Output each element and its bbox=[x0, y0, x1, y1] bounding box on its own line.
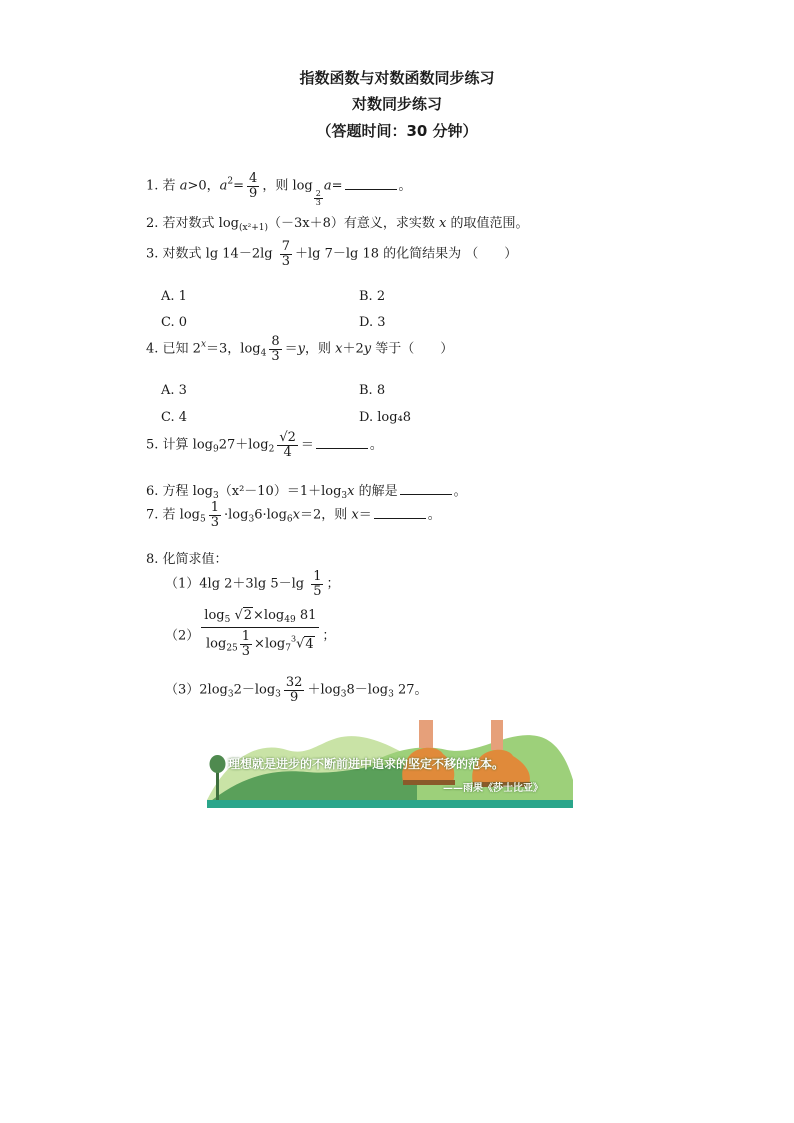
banner-quote: 理想就是进步的不断前进中追求的坚定不移的范本。 bbox=[228, 757, 505, 771]
question-3: 3. 对数式 lg 14－2lg $\frac{7}{3}$ ＋lg 7－lg 18 的化简结果为 （ ） bbox=[146, 239, 518, 269]
question-8-part-2: （2） $\log_5 √2\times\log_{49}$ 81 $\log_{25}$ $\frac{1}{3}$ $\times\log_7^3√4$ ； bbox=[165, 608, 336, 660]
time-note: （答题时间：30 分钟） bbox=[316, 122, 478, 140]
question-4: 4. 已知 $2^x=3$，$\log_4$ $\frac{8}{3}$ ＝y，则 x＋2y 等于（ ） bbox=[146, 334, 454, 364]
banner-author: ——雨果《莎士比亚》 bbox=[443, 783, 543, 794]
option-c: C. 4 bbox=[161, 410, 188, 425]
question-6: 6. 方程 $\log_3(x^2-10)=1+\log_3x$ 的解是 。 bbox=[146, 484, 467, 501]
banner-base bbox=[207, 800, 573, 808]
option-d: D. log₄8 bbox=[359, 410, 412, 425]
question-8: 8. 化简求值： bbox=[146, 552, 228, 567]
option-b: B. 2 bbox=[359, 289, 386, 304]
answer-blank[interactable] bbox=[316, 438, 368, 449]
question-2: 2. 若对数式 $\log_{(x^2+1)}(-3x+8)$有意义，求实数 x 的取值范围。 bbox=[146, 216, 529, 233]
option-b: B. 8 bbox=[359, 383, 386, 398]
question-8-part-1: （1）4lg 2＋3lg 5－lg $\frac{1}{5}$ ； bbox=[165, 569, 340, 599]
answer-blank[interactable] bbox=[374, 508, 426, 519]
question-7: 7. 若 $\log_5$ $\frac{1}{3}$ $\cdot\log_36\cdot\log_6x=2$，则 x＝ 。 bbox=[146, 500, 441, 530]
option-a: A. 3 bbox=[161, 383, 187, 398]
option-d: D. 3 bbox=[359, 315, 386, 330]
question-1: 1. 若 a>0，$a^2=$ $\frac{4}{9}$ ，则 log $\frac{2}{3}$ a= 。 bbox=[146, 171, 412, 208]
option-a: A. 1 bbox=[161, 289, 187, 304]
question-5: 5. 计算 $\log_927+\log_2$ $\frac{√2}{4}$ ＝ 。 bbox=[146, 430, 383, 460]
question-8-part-3: $(3)2\log_32-\log_3$ $\frac{32}{9}$ $+\log_38-\log_3$ 27。 bbox=[165, 675, 428, 705]
answer-blank[interactable] bbox=[400, 484, 452, 495]
option-c: C. 0 bbox=[161, 315, 188, 330]
worksheet-title: 指数函数与对数函数同步练习 bbox=[299, 69, 495, 87]
answer-blank[interactable] bbox=[345, 179, 397, 190]
worksheet-subtitle: 对数同步练习 bbox=[351, 95, 442, 113]
